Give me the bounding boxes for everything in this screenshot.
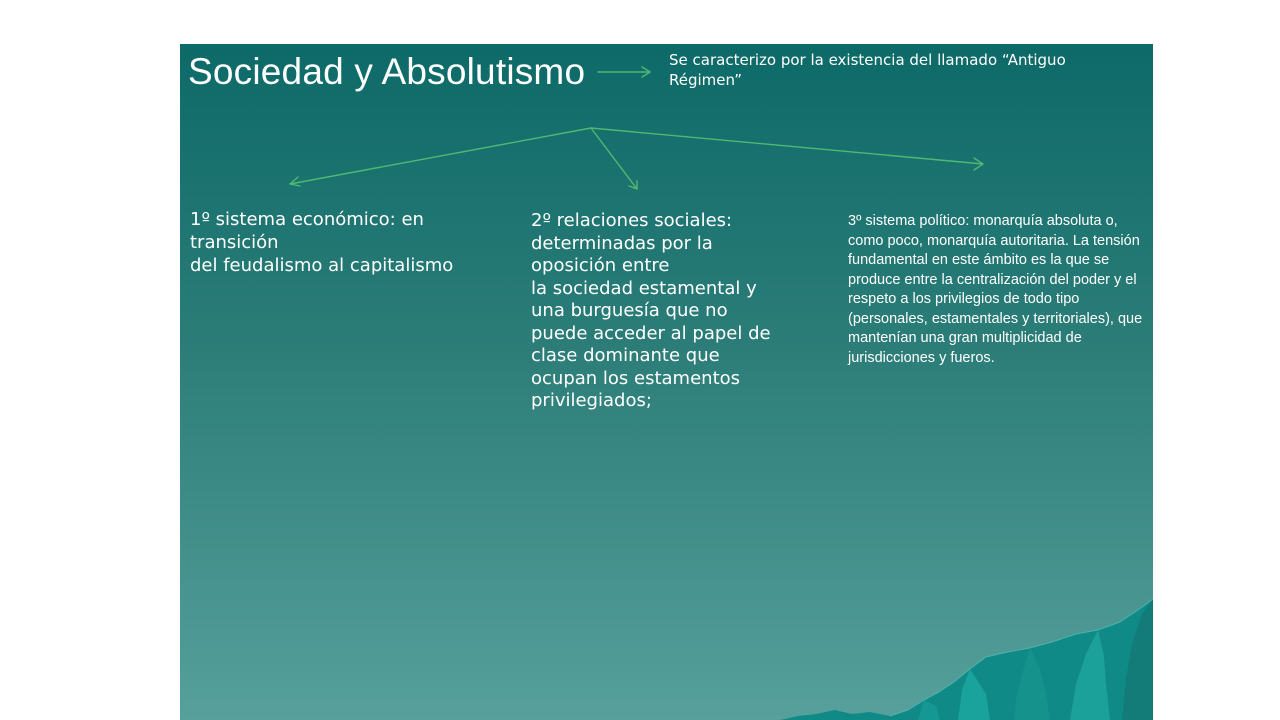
- social-line-4: la sociedad estamental y: [531, 277, 757, 299]
- social-line-7: clase dominante que: [531, 345, 720, 366]
- slide: [180, 44, 1153, 720]
- branch-arrow-political: [591, 128, 983, 170]
- title-to-note-arrow: [598, 67, 650, 77]
- economic-line-1: 1º sistema económico: en: [190, 209, 424, 230]
- branch-arrow-economic: [290, 128, 591, 186]
- economic-system-box: [190, 208, 510, 277]
- social-line-9: privilegiados;: [531, 390, 652, 411]
- social-line-5: una burguesía que no: [531, 300, 728, 321]
- social-line-8: ocupan los estamentos: [531, 367, 741, 389]
- antiguo-regimen-note: Se caracterizo por la existencia del llamado “Antiguo Régimen”: [669, 51, 1066, 89]
- social-line-2: determinadas por la: [531, 232, 713, 254]
- economic-line-3: del feudalismo al capitalismo: [190, 255, 454, 276]
- branch-arrow-social: [591, 128, 637, 189]
- social-line-1: 2º relaciones sociales:: [531, 210, 733, 231]
- slide-title: Sociedad y Absolutismo: [188, 51, 586, 92]
- social-line-6: puede acceder al papel de: [531, 322, 771, 344]
- social-relations-box: [531, 210, 806, 413]
- political-system-box: 3º sistema político: monarquía absoluta o, como poco, monarquía autoritaria. La tensión fundamental en este ámbito es la que se produce entre la centralización del poder y el respeto a los privilegios de todo tipo (personales, estamentales y territoriales), que mantenían una gran multiplicidad de jurisdicciones y fueros.: [848, 213, 1143, 366]
- social-line-3: oposición entre: [531, 255, 670, 276]
- economic-line-2: transición: [190, 232, 279, 253]
